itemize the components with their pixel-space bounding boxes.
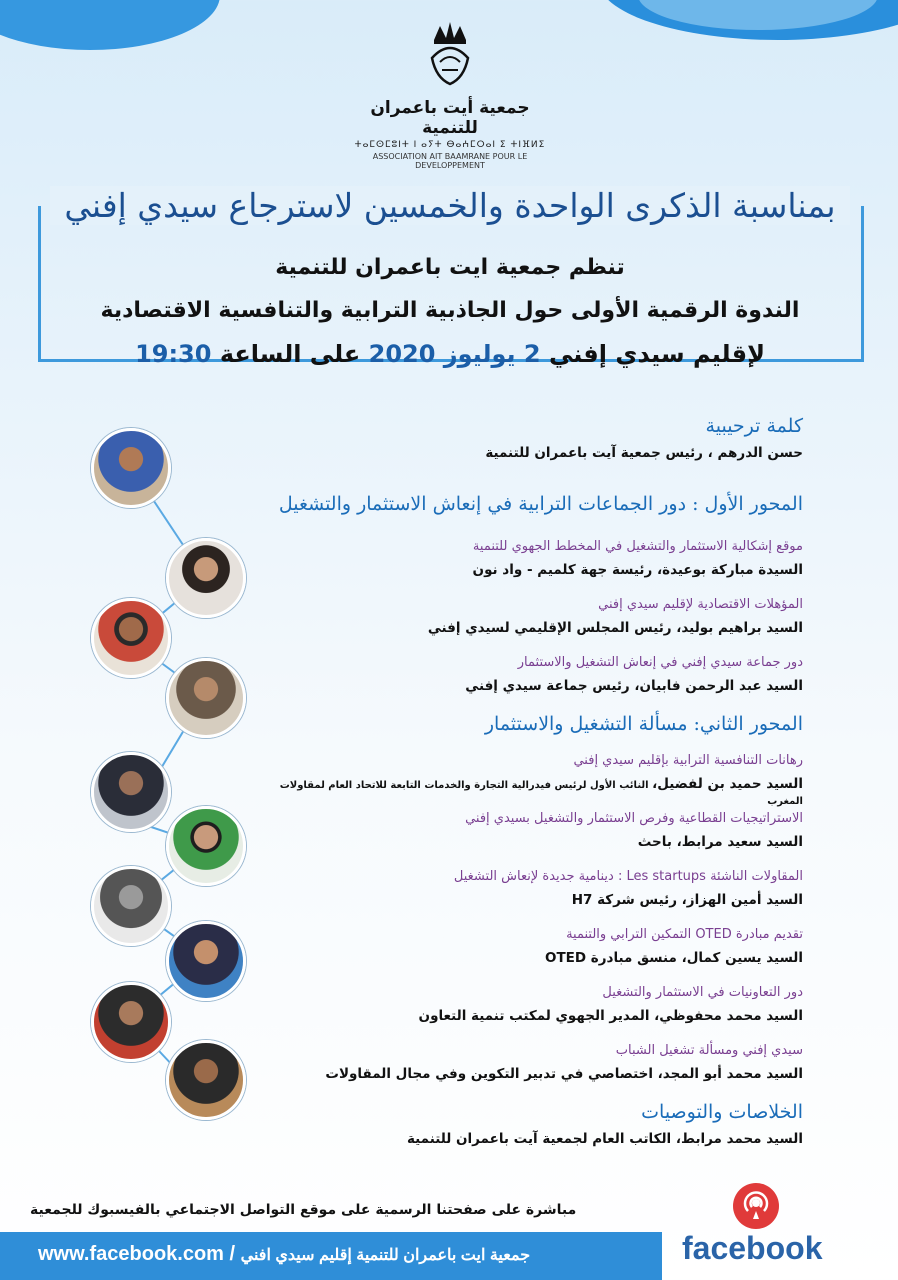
facebook-brand: facebook bbox=[682, 1230, 823, 1266]
speaker-photo bbox=[166, 806, 246, 886]
live-broadcast-icon bbox=[733, 1183, 779, 1229]
speaker-photo bbox=[166, 658, 246, 738]
axis2-heading: المحور الثاني: مسألة التشغيل والاستثمار bbox=[484, 713, 803, 735]
axis1-heading: المحور الأول : دور الجماعات الترابية في إنعاش الاستثمار والتشغيل bbox=[278, 493, 803, 515]
session-topic: رهانات التنافسية الترابية بإقليم سيدي إفني bbox=[573, 753, 803, 768]
speaker-photo bbox=[91, 598, 171, 678]
speaker-name: السيد أمين الهزاز، رئيس شركة H7 bbox=[571, 892, 803, 908]
speaker-photo bbox=[166, 1040, 246, 1120]
speaker-photo bbox=[91, 866, 171, 946]
session-topic: دور التعاونيات في الاستثمار والتشغيل bbox=[602, 985, 803, 1000]
session-topic: تقديم مبادرة OTED التمكين الترابي والتنمية bbox=[566, 927, 803, 942]
session-topic: المؤهلات الاقتصادية لإقليم سيدي إفني bbox=[598, 597, 803, 612]
speaker-name: السيد سعيد مرابط، باحث bbox=[637, 834, 803, 850]
session-topic: دور جماعة سيدي إفني في إنعاش التشغيل والاستثمار bbox=[517, 655, 803, 670]
speaker-name: السيدة مباركة بوعيدة، رئيسة جهة كلميم - واد نون bbox=[472, 562, 803, 578]
speaker-name: السيد يسين كمال، منسق مبادرة OTED bbox=[544, 950, 803, 966]
webinar-topic-line: الندوة الرقمية الأولى حول الجاذبية الترابية والتنافسية الاقتصادية bbox=[100, 298, 800, 323]
facebook-page-link[interactable]: www.facebook.com / جمعية ايت باعمران للتنمية إقليم سيدي افني bbox=[38, 1243, 531, 1265]
logo-tifinagh-name: ⵜⴰⵎⵙⵎⵓⵏⵜ ⵏ ⴰⵢⵜ ⴱⴰⵄⵎⵔⴰⵏ ⵉ ⵜⵏⴼⵍⵉ bbox=[354, 140, 546, 150]
logo-arabic-name: جمعية أيت باعمران للتنمية bbox=[370, 98, 530, 138]
speaker-photo bbox=[166, 921, 246, 1001]
speaker-photo bbox=[166, 538, 246, 618]
logo-french-name: ASSOCIATION AIT BAAMRANE POUR LE DEVELOPPEMENT bbox=[372, 152, 528, 170]
organizer-line: تنظم جمعية ايت باعمران للتنمية bbox=[275, 255, 625, 280]
speaker-name: السيد عبد الرحمن فابيان، رئيس جماعة سيدي إفني bbox=[465, 678, 803, 694]
speaker-photo bbox=[91, 752, 171, 832]
live-stream-note: مباشرة على صفحتنا الرسمية على موقع التواصل الاجتماعي بالفيسبوك للجمعية bbox=[30, 1202, 577, 1218]
speaker-name: السيد محمد أبو المجد، اختصاصي في تدبير التكوين وفي مجال المقاولات bbox=[325, 1066, 803, 1082]
session-topic: سيدي إفني ومسألة تشغيل الشباب bbox=[615, 1043, 803, 1058]
session-topic: الاستراتيجيات القطاعية وفرص الاستثمار والتشغيل بسيدي إفني bbox=[465, 811, 803, 826]
welcome-heading: كلمة ترحيبية bbox=[705, 415, 803, 437]
speaker-photo bbox=[91, 982, 171, 1062]
session-topic: المقاولات الناشئة Les startups : دينامية جديدة لإنعاش التشغيل bbox=[453, 869, 803, 884]
speaker-name: السيد محمد محفوظي، المدير الجهوي لمكتب تنمية التعاون bbox=[418, 1008, 803, 1024]
speaker-name: السيد محمد مرابط، الكاتب العام لجمعية آيت باعمران للتنمية bbox=[406, 1131, 803, 1147]
speaker-photo bbox=[91, 428, 171, 508]
speaker-name: حسن الدرهم ، رئيس جمعية آيت باعمران للتنمية bbox=[485, 445, 803, 461]
session-topic: موقع إشكالية الاستثمار والتشغيل في المخطط الجهوي للتنمية bbox=[472, 539, 803, 554]
speaker-name: السيد حميد بن لفضيل، النائب الأول لرئيس فيدرالية التجارة والخدمات التابعة للاتحاد العام لمقاولات المغرب bbox=[279, 776, 803, 807]
conclusion-heading: الخلاصات والتوصيات bbox=[641, 1101, 803, 1123]
speaker-name: السيد براهيم بوليد، رئيس المجلس الإقليمي لسيدي إفني bbox=[427, 620, 803, 636]
date-time-line: لإقليم سيدي إفني 2 يوليوز 2020 على الساعة 19:30 bbox=[135, 340, 765, 368]
anniversary-title: بمناسبة الذكرى الواحدة والخمسين لاسترجاع سيدي إفني bbox=[50, 186, 850, 225]
facebook-url-bar[interactable] bbox=[0, 1232, 662, 1280]
